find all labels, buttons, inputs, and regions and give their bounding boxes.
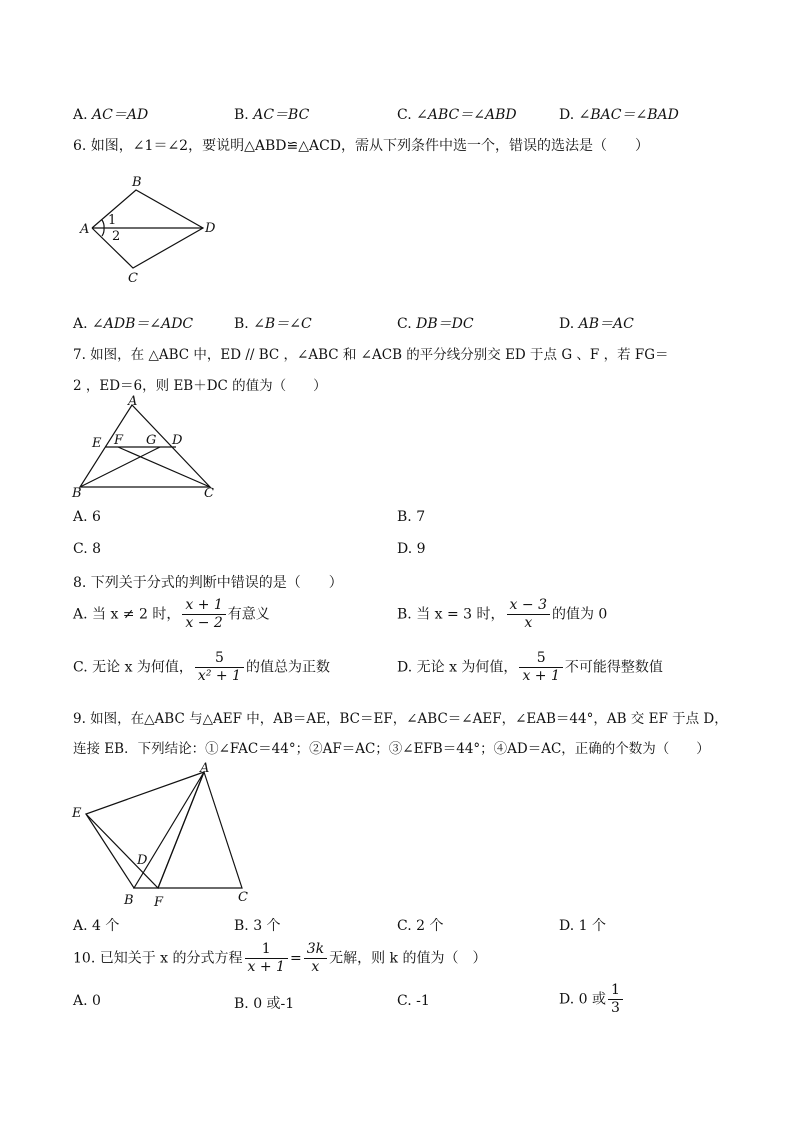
q6-label-a: A (80, 222, 90, 237)
q5-option-b[interactable]: B. AC＝BC (234, 107, 310, 123)
q7-stem-line2: 2 ，ED＝6，则 EB＋DC 的值为（ ） (73, 378, 327, 394)
q9-label-f: F (154, 895, 164, 908)
q10-option-d[interactable]: D. 0 或 $\frac{1}{3}$ (559, 982, 625, 1017)
q7-option-b[interactable]: B. 7 (397, 509, 426, 525)
q6-label-1: 1 (108, 213, 117, 228)
q10-rhs-fraction: $\frac{3k}{x}$ (304, 941, 327, 976)
q10-option-b[interactable]: B. 0 或-1 (234, 996, 295, 1012)
q6-label-2: 2 (112, 229, 121, 244)
q7-stem-line1: 7. 如图，在 △ABC 中，ED // BC ，∠ABC 和 ∠ACB 的平分线分别交 ED 于点 G 、F ，若 FG＝ (73, 347, 669, 363)
q8-option-b[interactable]: B. 当 x = 3 时， $\frac{x - 3}{x}$ 的值为 0 (397, 597, 608, 631)
q6-label-c: C (128, 271, 138, 286)
q9-label-e: E (72, 806, 82, 821)
q10-option-c[interactable]: C. -1 (397, 993, 430, 1009)
q5-option-d[interactable]: D. ∠BAC＝∠BAD (559, 107, 679, 123)
q7-label-a: A (128, 395, 138, 409)
q6-figure (78, 172, 218, 287)
q6-label-d: D (205, 221, 216, 236)
q6-stem: 6. 如图，∠1＝∠2，要说明△ABD≌△ACD，需从下列条件中选一个，错误的选法是（ ） (73, 138, 650, 154)
q6-kite-outline (92, 190, 203, 268)
q6-option-c[interactable]: C. DB＝DC (397, 316, 474, 332)
q9-label-b: B (124, 893, 134, 908)
q7-label-d: D (172, 433, 183, 448)
q9-option-a[interactable]: A. 4 个 (73, 918, 120, 934)
q6-option-b[interactable]: B. ∠B＝∠C (234, 316, 312, 332)
q8-b-fraction: $\frac{x - 3}{x}$ (507, 597, 550, 632)
q9-triangle-abc (134, 772, 242, 888)
q8-stem: 8. 下列关于分式的判断中错误的是（ ） (73, 575, 343, 591)
q7-option-c[interactable]: C. 8 (73, 541, 102, 557)
q9-line-af (158, 772, 204, 888)
q8-a-fraction: $\frac{x + 1}{x - 2}$ (182, 597, 225, 632)
q9-figure (68, 758, 268, 908)
q7-label-f: F (114, 433, 124, 448)
q8-option-c[interactable]: C. 无论 x 为何值， $\frac{5}{\text{x² + 1}}$ 的值总为正数 (73, 650, 330, 684)
q7-line-cf (118, 447, 210, 487)
q9-option-b[interactable]: B. 3 个 (234, 918, 281, 934)
q7-label-b: B (72, 486, 82, 500)
q8-option-a[interactable]: A. 当 x ≠ 2 时， $\frac{x + 1}{x - 2}$ 有意义 (73, 597, 270, 631)
q9-label-c: C (238, 890, 248, 905)
q7-option-a[interactable]: A. 6 (73, 509, 101, 525)
q8-c-fraction: $\frac{5}{\text{x² + 1}}$ (195, 650, 244, 685)
q9-stem-line2: 连接 EB．下列结论：①∠FAC＝44°；②AF＝AC；③∠EFB＝44°；④AD＝AC，正确的个数为（ ） (73, 741, 710, 757)
q8-d-fraction: $\frac{5}{x + 1}$ (519, 650, 562, 685)
q6-option-d[interactable]: D. AB＝AC (559, 316, 634, 332)
q6-option-a[interactable]: A. ∠ADB＝∠ADC (73, 316, 194, 332)
q7-label-c: C (204, 486, 214, 500)
q8-option-d[interactable]: D. 无论 x 为何值， $\frac{5}{x + 1}$ 不可能得整数值 (397, 650, 663, 684)
q9-label-d: D (137, 853, 148, 868)
q7-label-g: G (146, 433, 157, 448)
q6-label-b: B (132, 175, 142, 190)
q10-d-fraction: $\frac{1}{3}$ (608, 982, 623, 1017)
q9-option-d[interactable]: D. 1 个 (559, 918, 606, 934)
q7-option-d[interactable]: D. 9 (397, 541, 426, 557)
q9-option-c[interactable]: C. 2 个 (397, 918, 444, 934)
q9-line-eb (86, 814, 134, 888)
q10-lhs-fraction: $\frac{1}{x + 1}$ (245, 941, 288, 976)
q7-figure (68, 395, 228, 500)
q5-option-a[interactable]: A. AC＝AD (73, 107, 149, 123)
q9-label-a: A (200, 761, 210, 776)
q5-option-c[interactable]: C. ∠ABC＝∠ABD (397, 107, 517, 123)
q10-option-a[interactable]: A. 0 (73, 993, 101, 1009)
q7-label-e: E (92, 436, 102, 451)
q10-stem: 10. 已知关于 x 的分式方程 $\frac{1}{x + 1}$ = $\frac{3k}{x}$ 无解，则 k 的值为（ ） (73, 941, 487, 975)
q9-stem-line1: 9. 如图，在△ABC 与△AEF 中，AB＝AE，BC＝EF，∠ABC＝∠AEF，∠EAB＝44°，AB 交 EF 于点 D， (73, 711, 728, 727)
